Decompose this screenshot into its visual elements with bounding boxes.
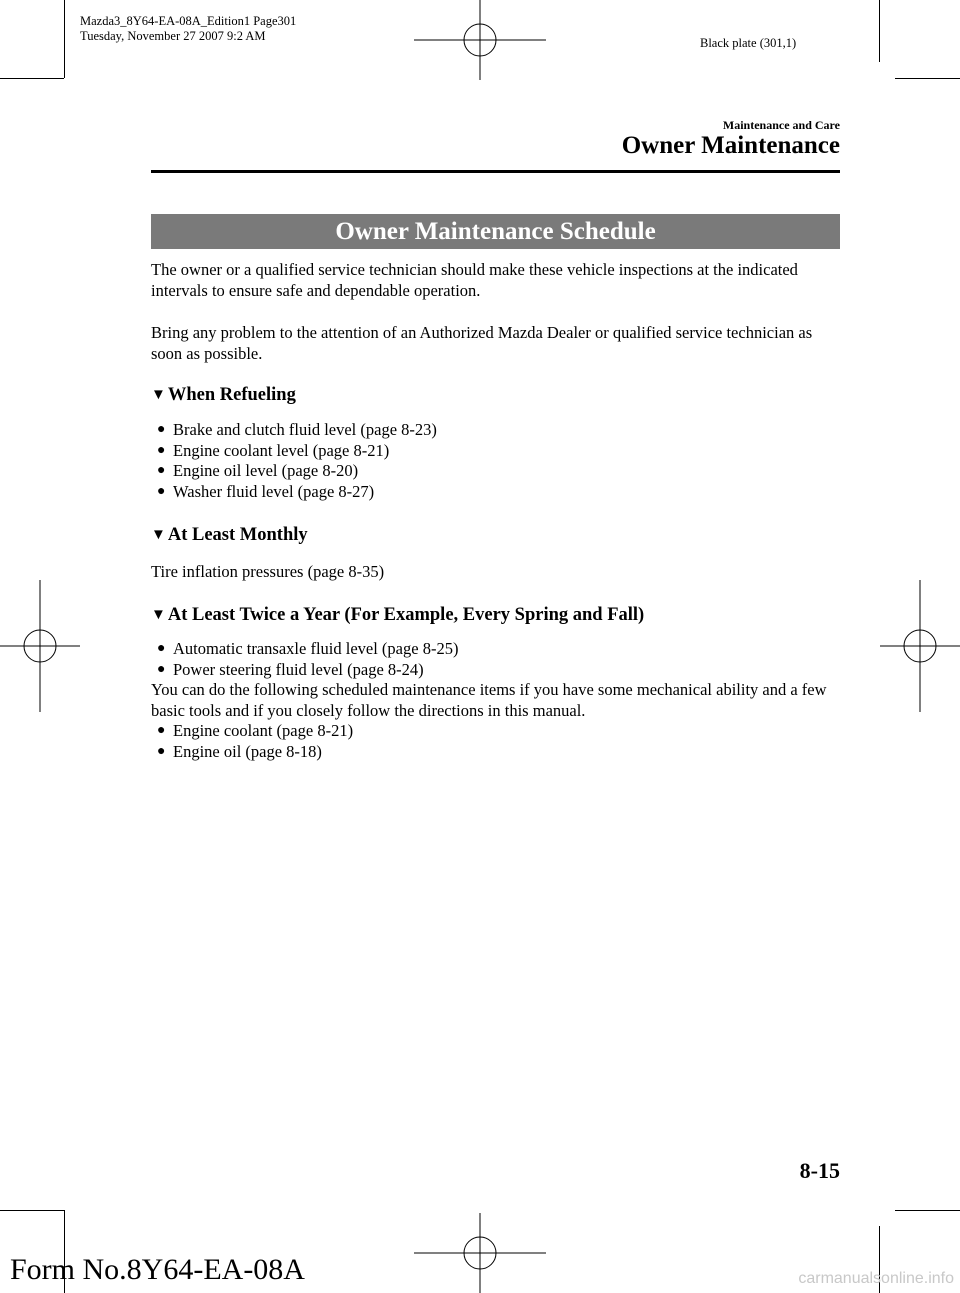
watermark: carmanualsonline.info: [798, 1270, 954, 1287]
list-item: ● Engine coolant level (page 8-21): [157, 440, 390, 460]
registration-mark-bottom: [414, 1213, 546, 1293]
registration-mark-left: [0, 580, 80, 712]
list-item: ● Engine oil level (page 8-20): [157, 461, 359, 480]
section-title: Owner Maintenance: [621, 132, 840, 159]
twice-year-heading-text: At Least Twice a Year (For Example, Every Spring and Fall): [167, 605, 645, 625]
plate-label: Black plate (301,1): [700, 36, 797, 50]
monthly-text: Tire inflation pressures (page 8-35): [151, 562, 385, 581]
list-item: ● Engine coolant (page 8-21): [157, 721, 354, 740]
bullet-icon: ●: [157, 661, 166, 677]
monthly-heading: [151, 525, 308, 546]
bullet-icon: ●: [157, 463, 166, 478]
twice-year-list: [151, 639, 841, 680]
section-label: Maintenance and Care: [722, 118, 840, 132]
triangle-marker-icon: ▼: [151, 387, 166, 403]
refueling-heading-text: When Refueling: [167, 385, 296, 405]
intro-paragraph-1: The owner or a qualified service technician should make these vehicle inspections at the indicated intervals to ensure safe and dependable operation.: [151, 260, 798, 300]
triangle-marker-icon: ▼: [151, 527, 166, 543]
bullet-icon: ●: [157, 422, 166, 437]
header-rule: [151, 170, 840, 173]
file-slug-line2: Tuesday, November 27 2007 9:2 AM: [80, 29, 266, 43]
form-number: Form No.8Y64-EA-08A: [10, 1253, 305, 1286]
bullet-icon: ●: [157, 442, 166, 458]
bullet-icon: ●: [157, 723, 166, 738]
refueling-heading: [151, 385, 296, 406]
intro-paragraph-2: Bring any problem to the attention of an Authorized Mazda Dealer or qualified service technician as soon as possible.: [151, 323, 813, 363]
list-item: ● Engine oil (page 8-18): [157, 741, 322, 761]
twice-year-paragraph: You can do the following scheduled maintenance items if you have some mechanical ability and a few basic tools and if you closely follow the directions in this manual.: [151, 680, 827, 720]
bullet-icon: ●: [157, 743, 166, 759]
file-slug-line1: Mazda3_8Y64-EA-08A_Edition1 Page301: [80, 14, 297, 28]
twice-year-list-2: [151, 721, 841, 762]
page-number: 8-15: [799, 1158, 840, 1183]
twice-year-heading: [151, 605, 644, 626]
bullet-icon: ●: [157, 641, 166, 656]
list-item: ● Brake and clutch fluid level (page 8-23): [157, 420, 437, 439]
list-item: ● Washer fluid level (page 8-27): [157, 481, 375, 501]
refueling-list: [151, 420, 841, 502]
list-item: ● Power steering fluid level (page 8-24): [157, 659, 424, 679]
schedule-banner: Owner Maintenance Schedule: [151, 214, 840, 249]
registration-mark-right: [880, 580, 960, 712]
monthly-heading-text: At Least Monthly: [167, 525, 308, 545]
bullet-icon: ●: [157, 483, 166, 499]
list-item: ● Automatic transaxle fluid level (page 8-25): [157, 639, 459, 658]
registration-mark-top: [414, 0, 546, 80]
file-slug: [80, 14, 296, 44]
triangle-marker-icon: ▼: [151, 607, 166, 623]
